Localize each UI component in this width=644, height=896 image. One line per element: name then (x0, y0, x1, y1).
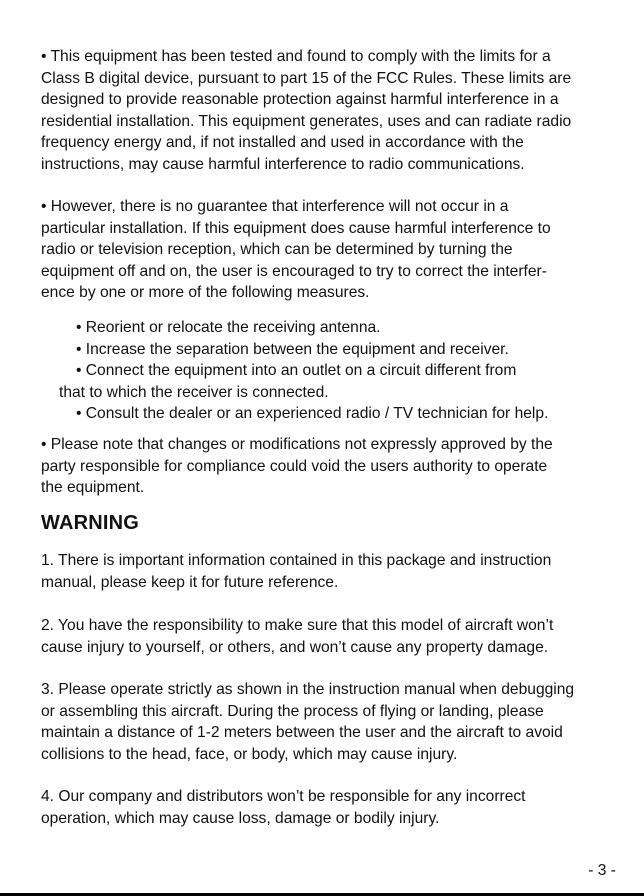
text-line: radio or television reception, which can be determined by turning the (41, 241, 513, 258)
text-line: collisions to the head, face, or body, which may cause injury. (41, 745, 458, 763)
fcc-compliance-paragraph (41, 46, 571, 175)
text-line: frequency energy and, if not installed and used in accordance with the (41, 134, 524, 151)
text-line: 1. There is important information contained in this package and instruction (41, 552, 552, 569)
text-line: particular installation. If this equipment does cause harmful interference to (41, 219, 551, 237)
text-line: designed to provide reasonable protection against harmful interference in a (41, 91, 559, 108)
text-line: instructions, may cause harmful interference to radio communications. (41, 155, 525, 173)
modifications-paragraph (41, 434, 553, 499)
list-item: • Increase the separation between the equipment and receiver. (76, 340, 509, 358)
text-line: 4. Our company and distributors won’t be responsible for any incorrect (41, 788, 526, 805)
text-line: • Please note that changes or modifications not expressly approved by the (41, 436, 553, 453)
warning-item-2 (41, 615, 553, 658)
page-number: - 3 - (588, 862, 616, 879)
text-line: Class B digital device, pursuant to part 15 of the FCC Rules. These limits are (41, 69, 572, 87)
text-line: operation, which may cause loss, damage or bodily injury. (41, 809, 440, 827)
list-item-continuation: that to which the receiver is connected. (59, 383, 329, 401)
text-line: residential installation. This equipment generates, uses and can radiate radio (41, 112, 572, 130)
warning-item-1 (41, 550, 551, 593)
warning-item-3 (41, 679, 574, 765)
warning-heading: WARNING (41, 512, 140, 534)
interference-paragraph (41, 196, 551, 304)
text-line: 2. You have the responsibility to make sure that this model of aircraft won’t (41, 617, 554, 634)
list-item: • Consult the dealer or an experienced radio / TV technician for help. (76, 405, 549, 422)
text-line: manual, please keep it for future reference. (41, 573, 339, 591)
text-line: the equipment. (41, 479, 145, 496)
text-line: equipment off and on, the user is encouraged to try to correct the interfer- (41, 262, 547, 280)
text-line: 3. Please operate strictly as shown in the instruction manual when debugging (41, 681, 575, 698)
text-line: or assembling this aircraft. During the process of flying or landing, please (41, 702, 544, 720)
list-item: • Reorient or relocate the receiving antenna. (76, 319, 381, 336)
text-line: • However, there is no guarantee that interference will not occur in a (41, 198, 509, 215)
text-line: ence by one or more of the following measures. (41, 284, 370, 301)
text-line: cause injury to yourself, or others, and won’t cause any property damage. (41, 638, 549, 656)
text-line: party responsible for compliance could void the users authority to operate (41, 457, 548, 475)
warning-item-4 (41, 786, 526, 829)
text-line: maintain a distance of 1-2 meters between the user and the aircraft to avoid (41, 724, 563, 741)
list-item: • Connect the equipment into an outlet on a circuit different from (76, 362, 517, 379)
measures-list (59, 317, 549, 425)
text-line: • This equipment has been tested and found to comply with the limits for a (41, 48, 551, 65)
